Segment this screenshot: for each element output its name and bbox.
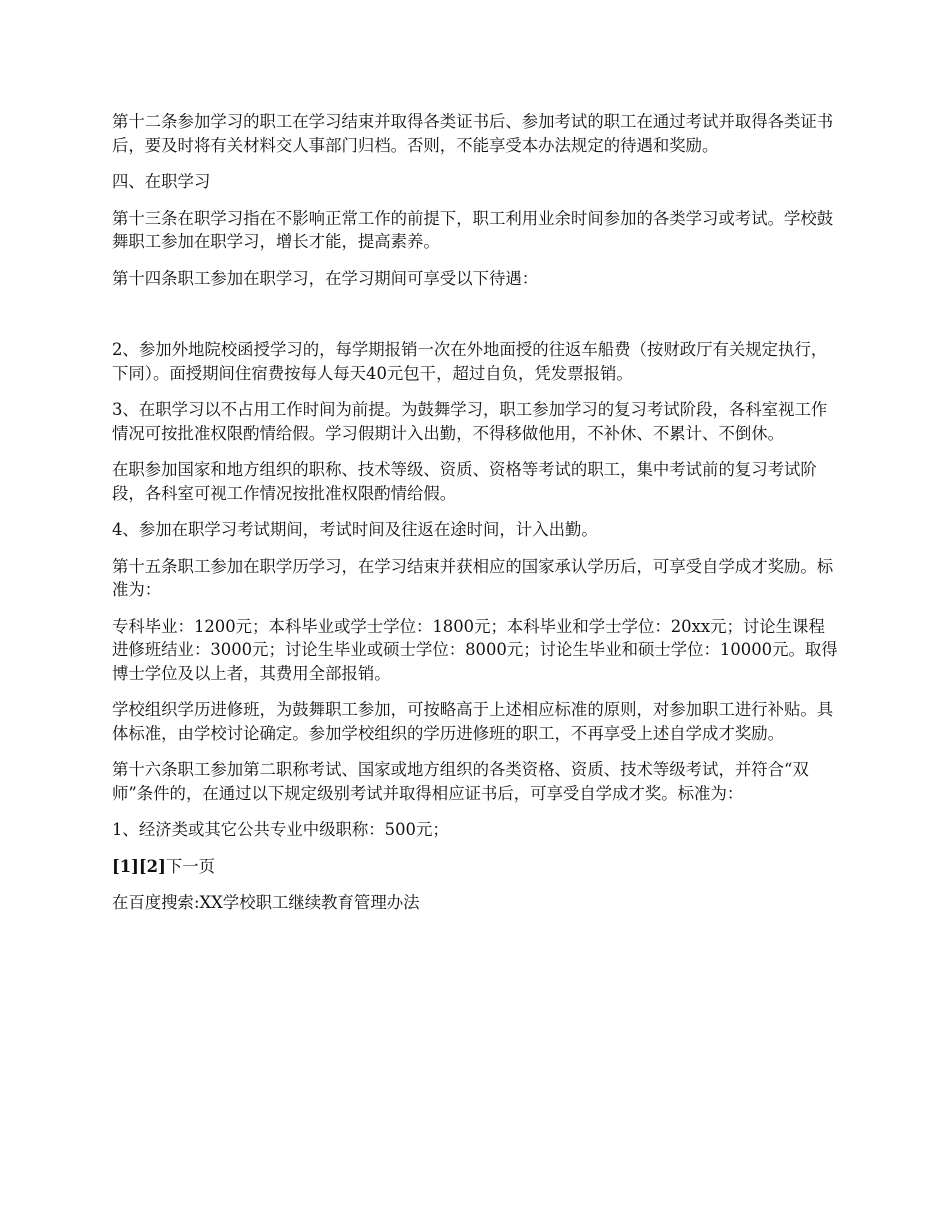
paragraph-article-12: 第十二条参加学习的职工在学习结束并取得各类证书后、参加考试的职工在通过考试并取得各类证书后，要及时将有关材料交人事部门归档。否则，不能享受本办法规定的待遇和奖励。 xyxy=(112,112,834,155)
page-link-2[interactable]: [2] xyxy=(138,856,166,876)
pagination xyxy=(112,855,840,879)
paragraph-item-3: 3、在职学习以不占用工作时间为前提。为鼓舞学习，职工参加学习的复习考试阶段，各科室视工作情况可按批准权限酌情给假。学习假期计入出勤，不得移做他用，不补休、不累计、不倒休。 xyxy=(112,400,828,443)
paragraph-item-4: 4、参加在职学习考试期间，考试时间及往返在途时间，计入出勤。 xyxy=(112,520,598,539)
paragraph-item-2: 2、参加外地院校函授学习的，每学期报销一次在外地面授的往返车船费（按财政厅有关规定执行，下同）。面授期间住宿费按每人每天40元包干，超过自负，凭发票报销。 xyxy=(112,340,828,383)
paragraph-reward-standards: 专科毕业：1200元；本科毕业或学士学位：1800元；本科毕业和学士学位：20xx元；讨论生课程进修班结业：3000元；讨论生毕业或硕士学位：8000元；讨论生毕业和硕士学位：10000元。取得博士学位及以上者，其费用全部报销。 xyxy=(112,616,838,683)
next-page-link[interactable]: 下一页 xyxy=(165,856,216,876)
paragraph-item-1-economics: 1、经济类或其它公共专业中级职称：500元； xyxy=(112,820,449,839)
paragraph-article-14: 第十四条职工参加在职学习，在学习期间可享受以下待遇： xyxy=(112,268,539,288)
paragraph-article-16: 第十六条职工参加第二职称考试、国家或地方组织的各类资格、资质、技术等级考试，并符合“双师”条件的，在通过以下规定级别考试并取得相应证书后，可享受自学成才奖。标准为： xyxy=(112,760,809,803)
paragraph-article-15: 第十五条职工参加在职学历学习，在学习结束并获相应的国家承认学历后，可享受自学成才奖励。标准为： xyxy=(112,556,834,599)
blank-gap xyxy=(112,303,840,338)
paragraph-study-class: 学校组织学历进修班，为鼓舞职工参加，可按略高于上述相应标准的原则，对参加职工进行补贴。具体标准，由学校讨论确定。参加学校组织的学历进修班的职工，不再享受上述自学成才奖励。 xyxy=(112,700,834,743)
search-link[interactable]: 在百度搜索:XX学校职工继续教育管理办法 xyxy=(112,893,420,912)
paragraph-exam-leave: 在职参加国家和地方组织的职称、技术等级、资质、资格等考试的职工，集中考试前的复习考试阶段，各科室可视工作情况按批准权限酌情给假。 xyxy=(112,460,817,503)
page-link-1[interactable]: [1] xyxy=(112,856,139,876)
document-body xyxy=(112,110,840,915)
section-heading-in-service-study: 四、在职学习 xyxy=(112,172,211,191)
paragraph-article-13: 第十三条在职学习指在不影响正常工作的前提下，职工利用业余时间参加的各类学习或考试。学校鼓舞职工参加在职学习，增长才能，提高素养。 xyxy=(112,208,834,251)
